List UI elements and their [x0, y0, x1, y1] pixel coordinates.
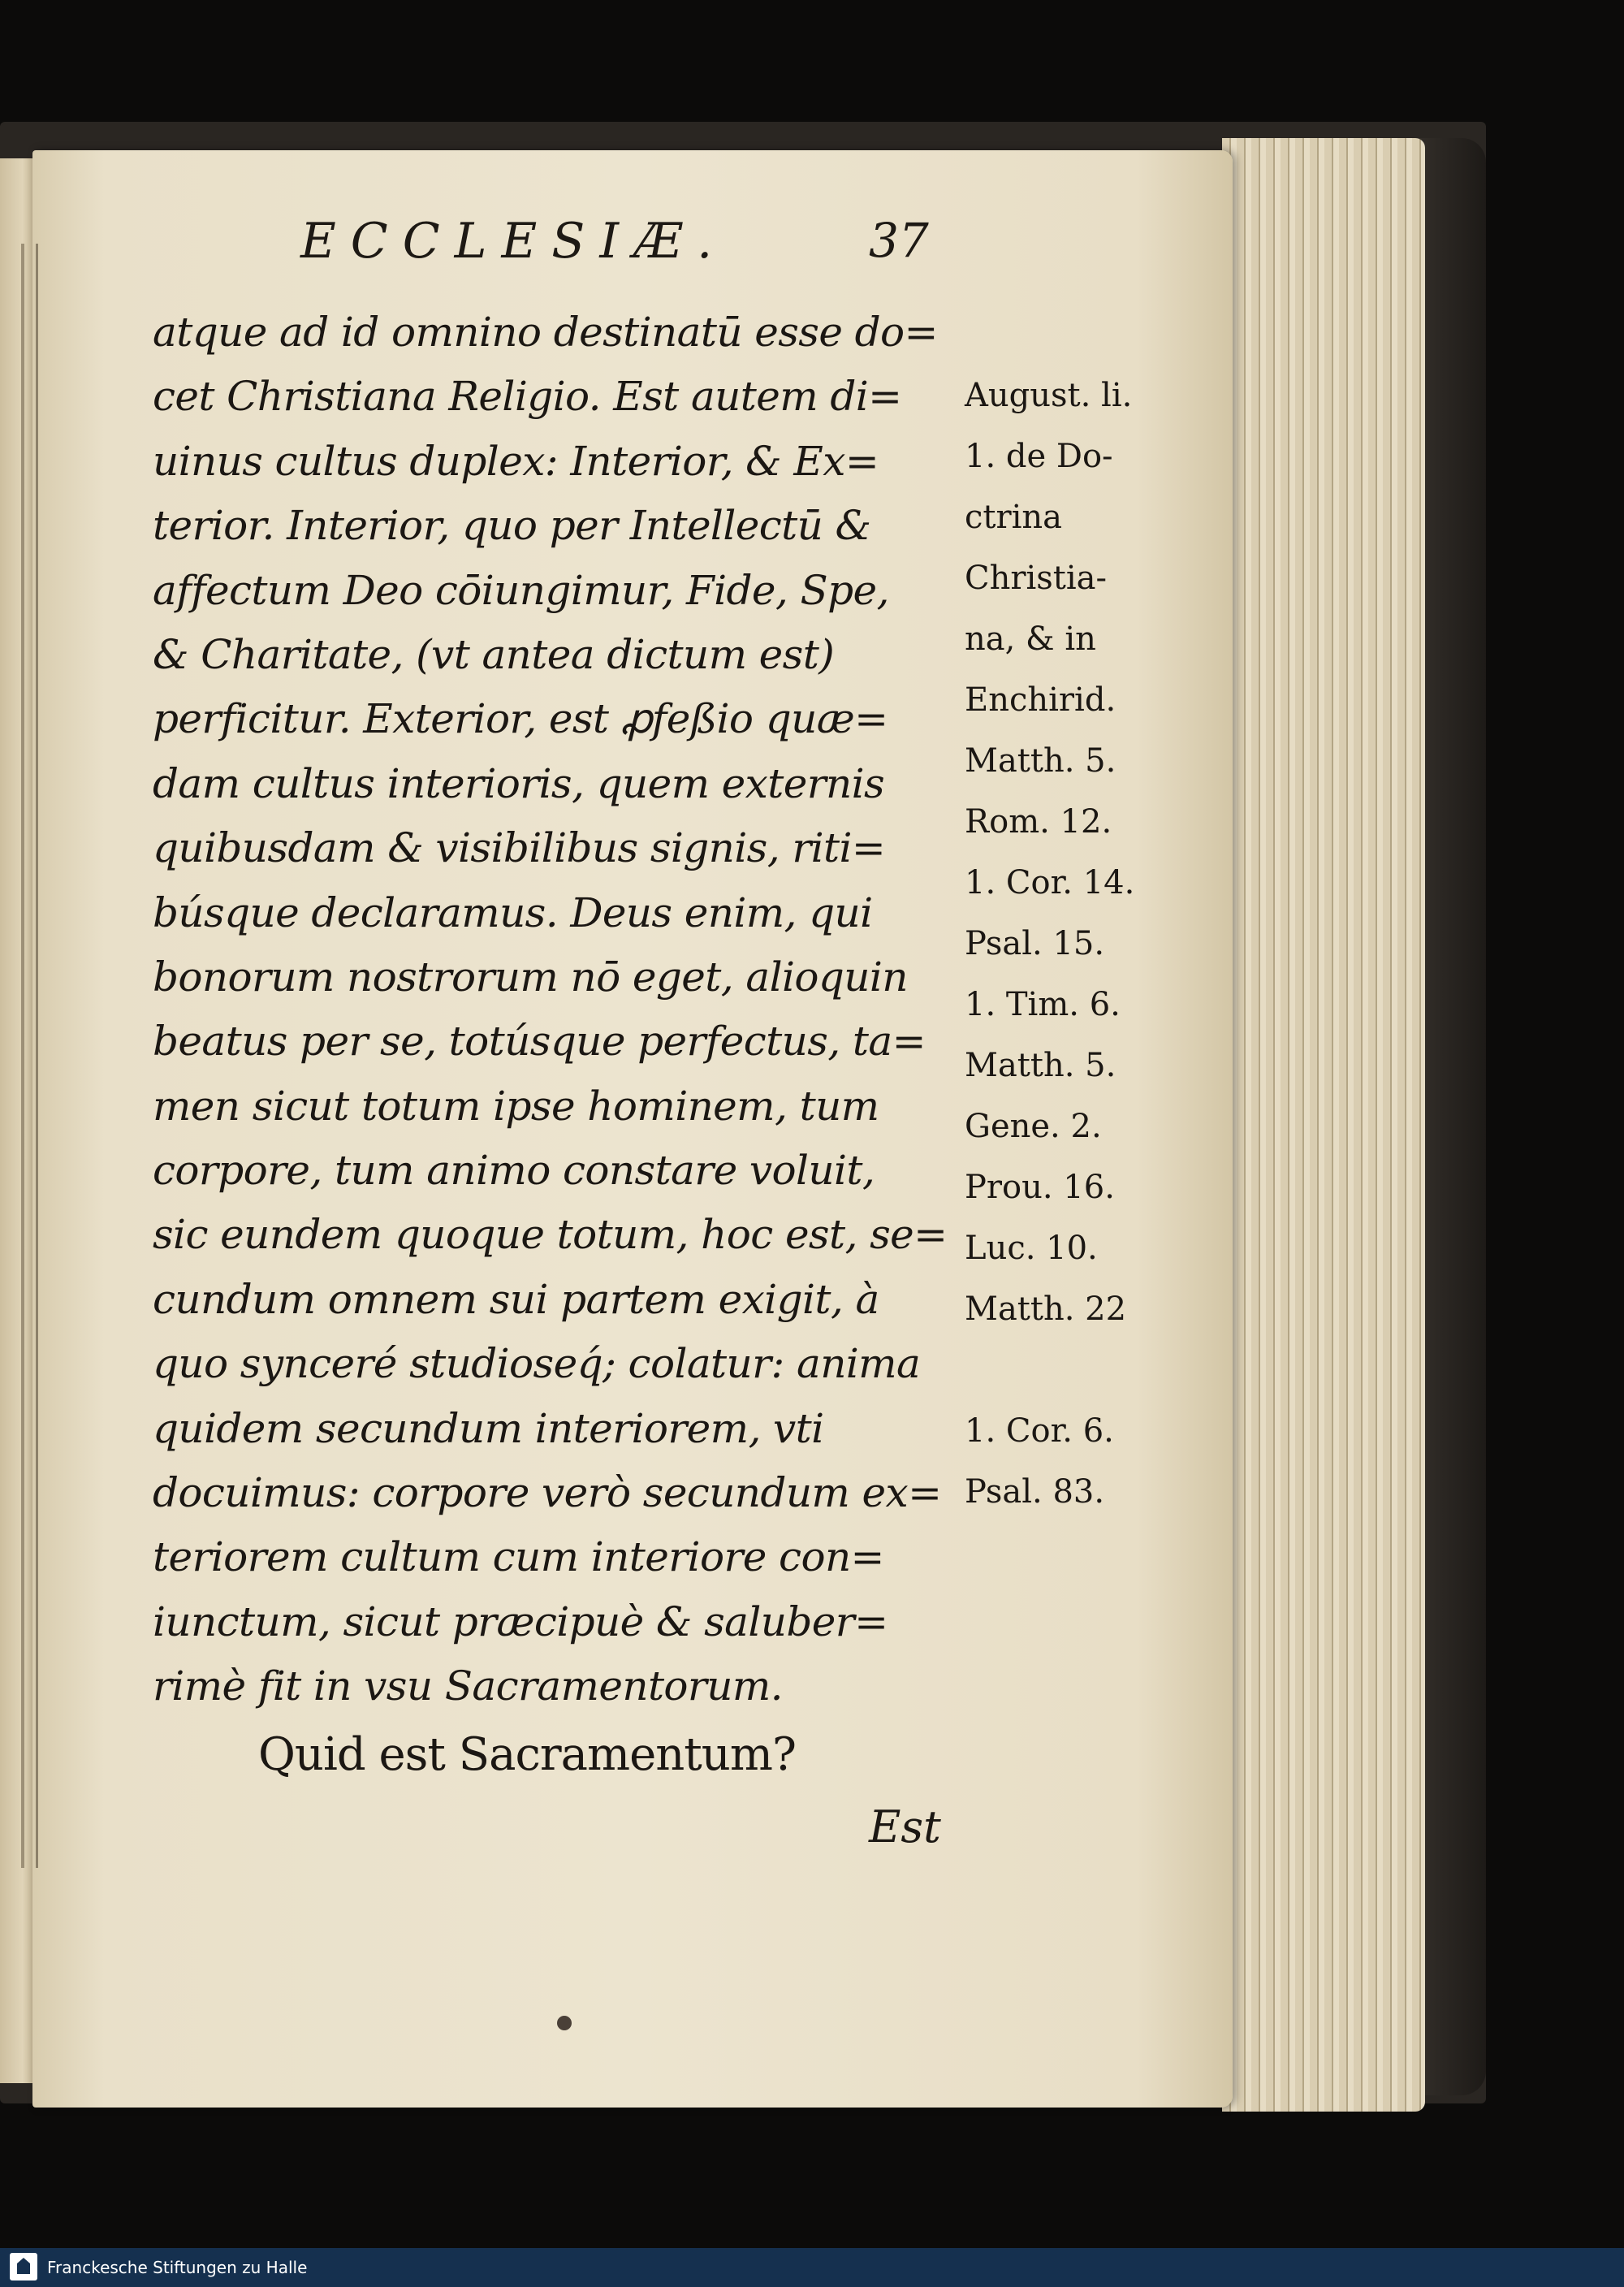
margin-note: Psal. 15. — [965, 925, 1105, 962]
text-line: beatus per se, totúsque perfectus, ta= — [153, 1018, 926, 1066]
margin-note: Matth. 22 — [965, 1290, 1127, 1328]
text-line: corpore, tum animo constare voluit, — [153, 1147, 875, 1195]
text-line: bonorum nostrorum nō eget, alioquin — [153, 953, 908, 1001]
running-head: ECCLESIÆ. — [300, 213, 728, 270]
catchword: Est — [869, 1801, 941, 1853]
text-line: búsque declaramus. Deus enim, qui — [153, 888, 873, 936]
margin-note: na, & in — [965, 620, 1096, 658]
margin-note: Matth. 5. — [965, 742, 1116, 780]
text-line: quidem secundum interiorem, vti — [153, 1404, 824, 1452]
section-question: Quid est Sacramentum? — [258, 1728, 796, 1781]
margin-note: ctrina — [965, 499, 1062, 536]
page-stack-edges — [1222, 138, 1425, 2112]
text-line: quo synceré studioseq́; colatur: anima — [153, 1340, 921, 1388]
text-line: cundum omnem sui partem exigit, à — [153, 1275, 879, 1323]
margin-note: Enchirid. — [965, 681, 1116, 719]
margin-note: 1. Tim. 6. — [965, 986, 1121, 1023]
text-line: iunctum, sicut præcipuè & saluber= — [153, 1597, 888, 1645]
page-number: 37 — [869, 213, 929, 268]
text-line: rimè fit in vsu Sacramentorum. — [153, 1662, 783, 1710]
margin-notes — [965, 365, 1184, 1523]
text-line: sic eundem quoque totum, hoc est, se= — [153, 1211, 948, 1259]
body-text — [153, 300, 957, 1719]
text-line: dam cultus interioris, quem externis — [153, 759, 885, 807]
text-line: atque ad id omnino destinatū esse do= — [153, 309, 938, 356]
footer-credit: Franckesche Stiftungen zu Halle — [47, 2258, 308, 2277]
margin-note: Christia- — [965, 560, 1108, 597]
margin-note: Luc. 10. — [965, 1230, 1098, 1267]
binding-thread — [21, 244, 38, 1868]
institution-logo-icon — [10, 2253, 37, 2281]
text-line: teriorem cultum cum interiore con= — [153, 1533, 884, 1581]
margin-note: Matth. 5. — [965, 1047, 1116, 1084]
text-line: affectum Deo cōiungimur, Fide, Spe, — [153, 566, 889, 614]
text-line: quibusdam & visibilibus signis, riti= — [153, 824, 886, 872]
margin-note: August. li. — [965, 377, 1133, 414]
margin-note: 1. Cor. 6. — [965, 1412, 1114, 1450]
text-line: perficitur. Exterior, est ꝓfeßio quæ= — [153, 695, 888, 743]
margin-note: Psal. 83. — [965, 1473, 1105, 1511]
margin-note: Prou. 16. — [965, 1169, 1115, 1206]
text-line: docuimus: corpore verò secundum ex= — [153, 1469, 942, 1517]
margin-note: 1. de Do- — [965, 438, 1113, 475]
margin-note: 1. Cor. 14. — [965, 864, 1135, 901]
text-line: cet Christiana Religio. Est autem di= — [153, 373, 902, 421]
text-line: men sicut totum ipse hominem, tum — [153, 1082, 879, 1130]
margin-note: Rom. 12. — [965, 803, 1112, 841]
margin-note: Gene. 2. — [965, 1108, 1102, 1145]
ink-spot — [557, 2016, 572, 2030]
text-line: terior. Interior, quo per Intellectū & — [153, 502, 871, 550]
text-line: uinus cultus duplex: Interior, & Ex= — [153, 437, 879, 485]
text-line: & Charitate, (vt antea dictum est) — [153, 630, 835, 678]
